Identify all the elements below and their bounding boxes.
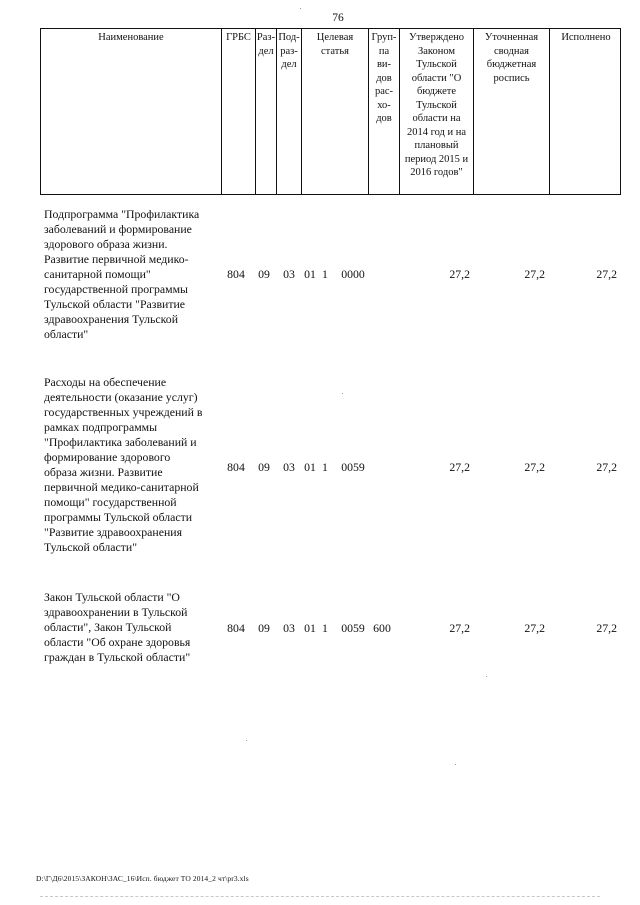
row-name: Расходы на обеспечение деятельности (оказание услуг) государственных учреждений в рамках подпрограммы "Профилактика заболеваний и формирование здорового образа жизни. Развитие первичной медико-санитарной помощи" государственной программы Тульской области "Развитие здравоохранения Тульской области" (44, 375, 203, 554)
row-cs-program: 01 (304, 267, 316, 281)
file-path-footer: D:\Г\Д6\2015\ЗАКОН\ЗАС_16\Исп. бюджет ТО 2014_2 чт\pr3.xls (36, 874, 249, 883)
row-ispolneno-value: 27,2 (596, 267, 617, 281)
row-ispolneno-value: 27,2 (596, 621, 617, 635)
header-utochnennaya: Уточненная сводная бюджетная роспись (474, 29, 550, 194)
row-utochnennaya-value: 27,2 (524, 460, 545, 474)
scan-speck (300, 8, 301, 9)
row-razdel: 09 (258, 621, 270, 635)
row-cs-subprogram: 1 (322, 621, 328, 635)
scan-speck (455, 764, 456, 765)
header-podrazdel: Под- раз- дел (277, 29, 302, 194)
row-cs-direction: 0059 (341, 460, 365, 474)
row-utochnennaya-value: 27,2 (524, 267, 545, 281)
row-utverzhdeno-value: 27,2 (449, 267, 470, 281)
row-grbs: 804 (227, 621, 245, 635)
row-cs-direction: 0059 (341, 621, 365, 635)
row-cs-direction: 0000 (341, 267, 365, 281)
table-header (40, 28, 621, 195)
row-name: Закон Тульской области "О здравоохранении в Тульской области", Закон Тульской области "Об охране здоровья граждан в Тульской области" (44, 590, 191, 664)
scan-speck (246, 740, 247, 741)
scan-speck (486, 676, 487, 677)
row-podrazdel: 03 (283, 460, 295, 474)
row-utverzhdeno-value: 27,2 (449, 621, 470, 635)
header-gruppa-vidov: Груп- па ви- дов рас- хо- дов (369, 29, 400, 194)
row-utochnennaya-value: 27,2 (524, 621, 545, 635)
scan-edge-line (40, 896, 600, 897)
header-name: Наименование (41, 29, 222, 194)
row-grbs: 804 (227, 267, 245, 281)
row-cs-program: 01 (304, 621, 316, 635)
row-utverzhdeno-value: 27,2 (449, 460, 470, 474)
header-razdel: Раз- дел (256, 29, 277, 194)
header-celevaya-statya: Целевая статья (302, 29, 369, 194)
row-cs-program: 01 (304, 460, 316, 474)
header-ispolneno: Исполнено (561, 32, 611, 43)
row-cs-subprogram: 1 (322, 267, 328, 281)
row-podrazdel: 03 (283, 621, 295, 635)
row-vid-rashodov: 600 (373, 621, 391, 635)
row-grbs: 804 (227, 460, 245, 474)
row-name: Подпрограмма "Профилактика заболеваний и формирование здорового образа жизни. Развитие первичной медико- санитарной помощи" государственной программы Тульской области "Развитие здравоохранения Тульской области" (44, 207, 200, 341)
header-grbs: ГРБС (222, 29, 256, 194)
row-podrazdel: 03 (283, 267, 295, 281)
scan-speck (342, 393, 343, 394)
row-razdel: 09 (258, 460, 270, 474)
row-cs-subprogram: 1 (322, 460, 328, 474)
header-utverzhdeno: Утверждено Законом Тульской области "О бюджете Тульской области на 2014 год и на плановый период 2015 и 2016 годов" (400, 29, 474, 194)
row-razdel: 09 (258, 267, 270, 281)
row-ispolneno-value: 27,2 (596, 460, 617, 474)
page-number: 76 (332, 12, 344, 24)
